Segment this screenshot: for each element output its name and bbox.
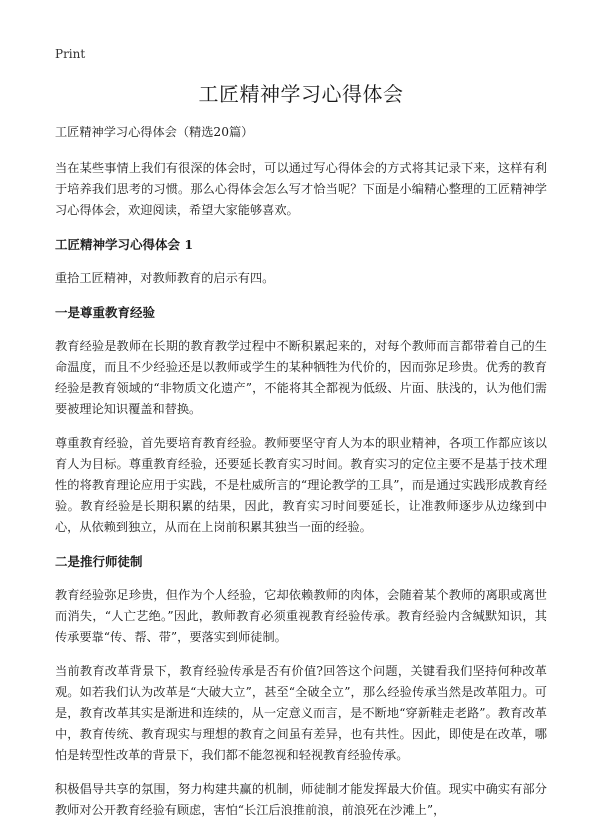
part2-heading: 二是推行师徒制 (55, 554, 143, 569)
document-body (55, 122, 547, 834)
part1-paragraph-1: 教育经验是教师在长期的教育教学过程中不断积累起来的，对每个教师而言都带着自己的生命温度，而且不少经验还是以教师或学生的某种牺牲为代价的，因而弥足珍贵。优秀的教育经验是教育领域的“非物质文化遗产”，不能将其全都视为低级、片面、肤浅的，认为他们需要被理论知识覆盖和替换。 (55, 339, 547, 416)
print-label[interactable]: Print (55, 47, 86, 61)
section-heading: 工匠精神学习心得体会 1 (55, 237, 194, 252)
part2-paragraph-2: 当前教育改革背景下，教育经验传承是否有价值?回答这个问题，关键看我们坚持何种改革观。如若我们认为改革是“大破大立”，甚至“全破全立”，那么经验传承当然是改革阻力。可是，教育改革其实是渐进和连续的，从一定意义而言，是不断地“穿新鞋走老路”。教育改革中，教育传统、教育现实与理想的教育之间虽有差异，也有共性。因此，即使是在改革，哪怕是转型性改革的背景下，我们都不能忽视和轻视教育经验传承。 (55, 664, 547, 762)
part1-heading: 一是尊重教育经验 (55, 305, 156, 320)
page-title: 工匠精神学习心得体会 (198, 82, 404, 106)
document-subtitle: 工匠精神学习心得体会（精选20篇） (55, 125, 254, 139)
intro-paragraph: 当在某些事情上我们有很深的体会时，可以通过写心得体会的方式将其记录下来，这样有利于培养我们思考的习惯。那么心得体会怎么写才恰当呢？下面是小编精心整理的工匠精神学习心得体会，欢迎阅读，希望大家能够喜欢。 (55, 161, 547, 217)
section-intro: 重拾工匠精神，对教师教育的启示有四。 (55, 271, 275, 285)
part1-paragraph-2: 尊重教育经验，首先要培育教育经验。教师要坚守育人为本的职业精神，各项工作都应该以育人为目标。尊重教育经验，还要延长教育实习时间。教育实习的定位主要不是基于技术理性的将教育理论应用于实践，不是杜威所言的“理论教学的工具”，而是通过实践形成教育经验。教育经验是长期积累的结果，因此，教育实习时间要延长，让准教师逐步从边缘到中心，从依赖到独立，从而在上岗前积累其独当一面的经验。 (55, 436, 547, 534)
part2-paragraph-3: 积极倡导共享的氛围，努力构建共赢的机制，师徒制才能发挥最大价值。现实中确实有部分教师对公开教育经验有顾虑，害怕“长江后浪推前浪，前浪死在沙滩上”， (55, 782, 547, 817)
part2-paragraph-1: 教育经验弥足珍贵，但作为个人经验，它却依赖教师的肉体，会随着某个教师的离职或离世而消失，“人亡艺绝。”因此，教师教育必须重视教育经验传承。教育经验内含缄默知识，其传承要靠“传、帮、带”，要落实到师徒制。 (55, 588, 547, 644)
